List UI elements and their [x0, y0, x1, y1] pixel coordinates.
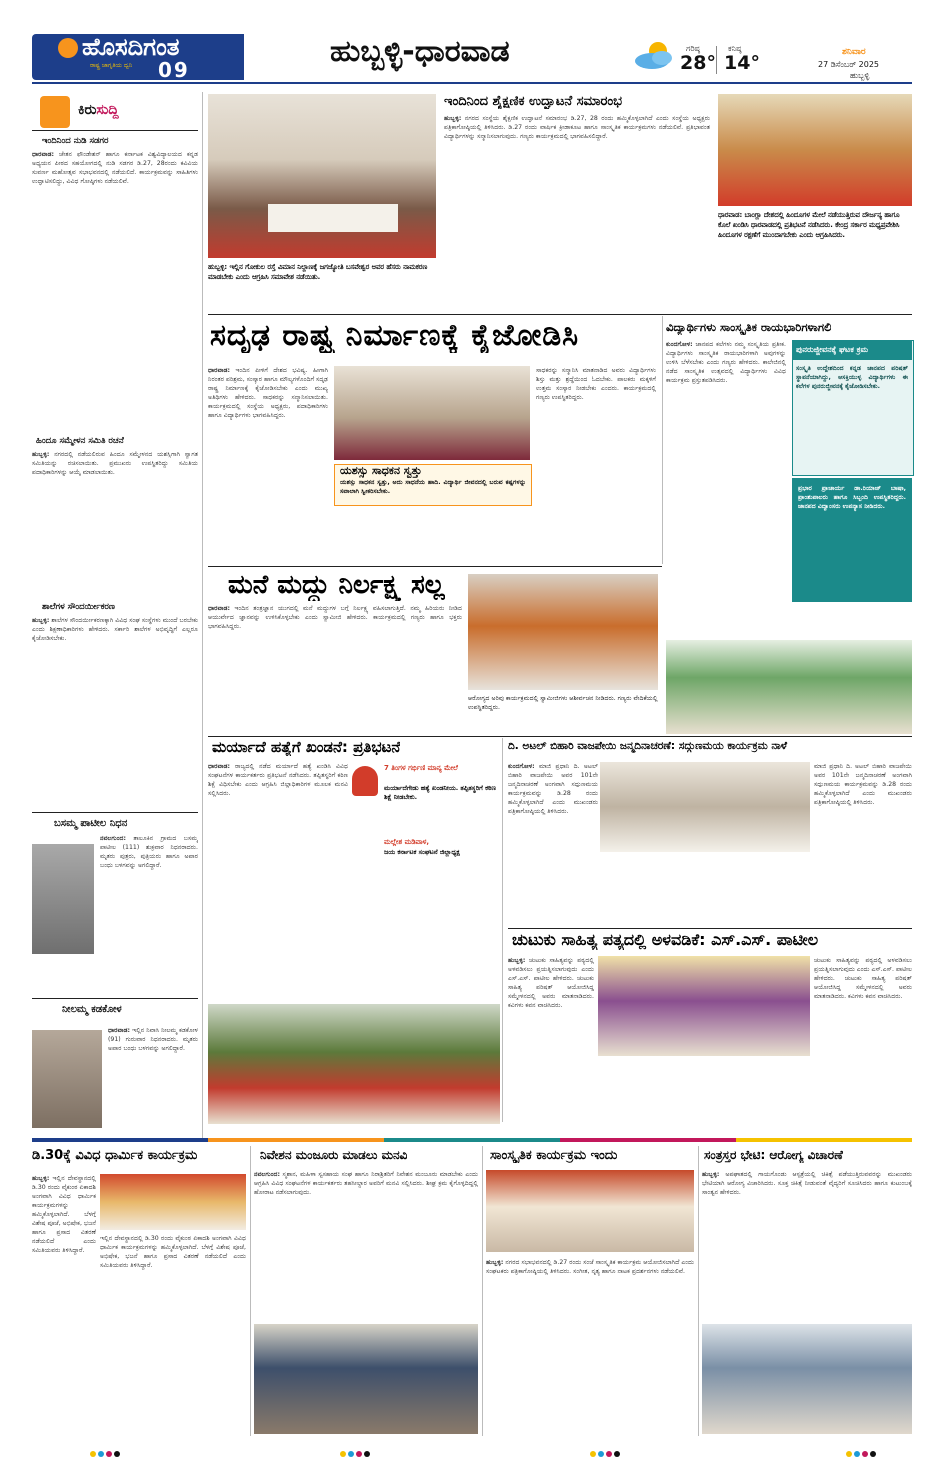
min-temp-label: ಕನಿಷ್ಠ — [728, 44, 742, 53]
mid-main-text: ಇಂದಿನ ಪೀಳಿಗೆ ದೇಶದ ಭವಿಷ್ಯ. ಹೀಗಾಗಿ ನಿರಂತರ ಪರಿಶ್ರಮ, ಸಂಸ್ಕಾರ ಹಾಗೂ ಮೌಲ್ಯಗಳೊಂದಿಗೆ ಸದೃಢ ರಾಷ್ಟ್ರ ನಿರ್ಮಾಣಕ್ಕೆ ಕೈಜೋಡಿಸಬೇಕು ಎಂದು ಮುಖ್ಯ ಅತಿಥಿಗಳು ಹೇಳಿದರು. ಸಾಧಕರನ್ನು ಸನ್ಮಾನಿಸಲಾಯಿತು. ಕಾರ್ಯಕ್ರಮದಲ್ಲಿ ಸಂಸ್ಥೆಯ ಅಧ್ಯಕ್ಷರು, ಪದಾಧಿಕಾರಿಗಳು ಹಾಗೂ ವಿದ್ಯಾರ್ಥಿಗಳು ಭಾಗವಹಿಸಿದ್ದರು. — [208, 367, 328, 419]
kirusuddi-icon — [40, 96, 70, 128]
bottom-story-2 — [254, 1146, 478, 1436]
bottom-3-photo — [486, 1170, 694, 1252]
weather-cloud-icon — [632, 40, 676, 70]
chutuku-dateline: ಹುಬ್ಬಳ್ಳಿ: — [508, 957, 526, 964]
pull-quote-body: ಮರ್ಯಾದೆಗೇಡು ಹತ್ಯೆ ಖಂಡನೀಯ. ತಪ್ಪಿತಸ್ಥರಿಗೆ ಕಠಿಣ ಶಿಕ್ಷೆ ನೀಡಬೇಕು. — [384, 784, 496, 801]
row4-pull-quote — [352, 762, 498, 870]
bottom-2-body — [254, 1170, 478, 1320]
obit-1-head: ಬಸಮ್ಮ ಪಾಟೀಲ ನಿಧನ — [54, 818, 128, 829]
print-register-dots-2 — [340, 1442, 372, 1461]
lower-body — [208, 604, 462, 734]
bottom-3-dateline: ಹುಬ್ಬಳ್ಳಿ: — [486, 1259, 504, 1266]
chutuku-rule — [508, 928, 912, 929]
mid-main-dateline: ಧಾರವಾಡ: — [208, 367, 231, 374]
mid-right-dateline: ಕುಂದಗೋಳ: — [666, 341, 693, 348]
quote-head: ಯಶಸ್ಸು ಸಾಧಕನ ಸ್ವತ್ತು — [340, 464, 422, 477]
chutuku-text: ಚುಟುಕು ಸಾಹಿತ್ಯವನ್ನು ಪಠ್ಯದಲ್ಲಿ ಅಳವಡಿಸಲು ಪ್ರಯತ್ನಿಸಲಾಗುವುದು ಎಂದು ಎಸ್.ಎಸ್. ಪಾಟೀಲ ಹೇಳಿದರು. ಚುಟುಕು ಸಾಹಿತ್ಯ ಪರಿಷತ್ ಆಯೋಜಿಸಿದ್ದ ಸಮ್ಮೇಳನದಲ್ಲಿ ಅವರು ಮಾತನಾಡಿದರು. ಕವಿಗಳು ಕವನ ವಾಚಿಸಿದರು. — [508, 957, 594, 1009]
pull-quote-lead: 7 ತಿಂಗಳ ಗರ್ಭಿಣಿ ಮಾನ್ಯ ಮೇಲೆ — [384, 764, 458, 772]
mid-teal-box-body: ಸಂಸ್ಕೃತಿ ಉದ್ದೇಶದಿಂದ ಕನ್ನಡ ಜಾನಪದ ಪರಿಷತ್ ಸ್ಥಾಪನೆಯಾಗಿದ್ದು, ಆಸಕ್ತಿಯುಳ್ಳ ವಿದ್ಯಾರ್ಥಿಗಳು ಈ ಕಲೆಗಳ ಪುನರುಜ್ಜೀವನಕ್ಕೆ ಕೈಜೋಡಿಸಬೇಕು. — [796, 365, 908, 390]
bottom-4-body — [702, 1170, 912, 1320]
row4-left-body — [208, 762, 348, 1002]
mid-row-rule — [208, 566, 662, 567]
kiru-item-1-text: ಚೇತನ ಫೌಂಡೇಶನ್ ಹಾಗೂ ಕರ್ನಾಟಕ ವಿಶ್ವವಿದ್ಯಾಲಯದ ಕನ್ನಡ ಅಧ್ಯಯನ ಪೀಠದ ಸಹಯೋಗದಲ್ಲಿ ನುಡಿ ಸಡಗರ ಡಿ.27, 28ರಂದು ಕವಿವಿಯ ಸುವರ್ಣ ಮಹೋತ್ಸವ ಸಭಾಭವನದಲ್ಲಿ ನಡೆಯಲಿದೆ. ಕಾರ್ಯಕ್ರಮವನ್ನು ಸಾಹಿತಿಗಳು ಉದ್ಘಾಟಿಸಲಿದ್ದು, ವಿವಿಧ ಗೋಷ್ಠಿಗಳು ನಡೆಯಲಿವೆ. — [32, 151, 198, 185]
bottom-1-text: ಇಲ್ಲಿನ ದೇವಸ್ಥಾನದಲ್ಲಿ ಡಿ.30 ರಂದು ವೈಕುಂಠ ಏಕಾದಶಿ ಅಂಗವಾಗಿ ವಿವಿಧ ಧಾರ್ಮಿಕ ಕಾರ್ಯಕ್ರಮಗಳನ್ನು ಹಮ್ಮಿಕೊಳ್ಳಲಾಗಿದೆ. ಬೆಳಗ್ಗೆ ವಿಶೇಷ ಪೂಜೆ, ಅಭಿಷೇಕ, ಭಜನೆ ಹಾಗೂ ಪ್ರಸಾದ ವಿತರಣೆ ನಡೆಯಲಿದೆ ಎಂದು ಸಮಿತಿಯವರು ತಿಳಿಸಿದ್ದಾರೆ. — [32, 1175, 96, 1254]
kirusuddi-label-b: ಸುದ್ದಿ — [96, 102, 119, 118]
bottom-1-dateline: ಹುಬ್ಬಳ್ಳಿ: — [32, 1175, 50, 1182]
row4-right-body — [508, 762, 598, 922]
bottom-4-text: ಅಪಘಾತದಲ್ಲಿ ಗಾಯಗೊಂಡು ಆಸ್ಪತ್ರೆಯಲ್ಲಿ ಚಿಕಿತ್ಸೆ ಪಡೆಯುತ್ತಿರುವವರನ್ನು ಮುಖಂಡರು ಭೇಟಿಯಾಗಿ ಆರೋಗ್ಯ ವಿಚಾರಿಸಿದರು. ಸೂಕ್ತ ಚಿಕಿತ್ಸೆ ನೀಡುವಂತೆ ವೈದ್ಯರಿಗೆ ಸೂಚಿಸಿದರು ಹಾಗೂ ಕುಟುಂಬಕ್ಕೆ ಸಾಂತ್ವನ ಹೇಳಿದರು. — [702, 1171, 912, 1196]
bottom-divider-1 — [250, 1146, 251, 1436]
top-center-dateline: ಹುಬ್ಬಳ್ಳಿ: — [444, 115, 462, 122]
obit-rule-1 — [32, 812, 198, 813]
mid-teal-box-head: ಪುನರುಜ್ಜೀವನಕ್ಕೆ ಘಟಕ ಕ್ರಮ — [792, 340, 912, 360]
bottom-2-dateline: ನವಲಗುಂದ: — [254, 1171, 280, 1178]
row4-left-head: ಮರ್ಯಾದೆ ಹತ್ಯೆಗೆ ಖಂಡನೆ: ಪ್ರತಿಭಟನೆ — [212, 738, 401, 756]
mid-right-head: ವಿದ್ಯಾರ್ಥಿಗಳು ಸಾಂಸ್ಕೃತಿಕ ರಾಯಭಾರಿಗಳಾಗಲಿ — [666, 320, 832, 334]
bottom-3-head: ಸಾಂಸ್ಕೃತಿಕ ಕಾರ್ಯಕ್ರಮ ಇಂದು — [490, 1148, 618, 1163]
bottom-4-head: ಸಂತ್ರಸ್ತರ ಭೇಟಿ: ಆರೋಗ್ಯ ವಿಚಾರಣೆ — [704, 1148, 843, 1162]
print-register-dots-1 — [90, 1442, 122, 1461]
kirusuddi-label — [78, 102, 119, 118]
kirusuddi-column — [32, 92, 198, 1142]
top-left-caption: ಹುಬ್ಬಳ್ಳಿ: ಇಲ್ಲಿನ ಗೋಕುಲ ರಸ್ತೆ ವಿಮಾನ ನಿಲ್ದಾಣಕ್ಕೆ ಜಗಜ್ಯೋತಿ ಬಸವೇಶ್ವರ ಅವರ ಹೆಸರು ನಾಮಕರಣ ಮಾಡಬೇಕು ಎಂದು ಆಗ್ರಹಿಸಿ ಸಮಾವೇಶ ನಡೆಯಿತು. — [208, 263, 428, 281]
logo-emblem-icon — [58, 38, 78, 58]
quote-body: ಯಶಸ್ಸು ಸಾಧಕನ ಸ್ವತ್ತು, ಅದು ಸಾಧನೆಯ ಹಾದಿ. ವಿದ್ಯಾರ್ಥಿ ಜೀವನದಲ್ಲಿ ಬರುವ ಕಷ್ಟಗಳನ್ನು ಸವಾಲಾಗಿ ಸ್ವೀಕರಿಸಬೇಕು. — [340, 479, 526, 495]
chutuku-body — [508, 956, 594, 1122]
obit-1-text: ತಾಲೂಕಿನ ಗ್ರಾಮದ ಬಸಮ್ಮ ಪಾಟೀಲ (111) ಶುಕ್ರವಾರ ನಿಧನರಾದರು. ಮೃತರು ಪುತ್ರರು, ಪುತ್ರಿಯರು ಹಾಗೂ ಅಪಾರ ಬಂಧು ಬಳಗವನ್ನು ಅಗಲಿದ್ದಾರೆ. — [100, 835, 198, 869]
kiru-item-3-head: ಶಾಲೆಗಳ ಸೌಂದರ್ಯೀಕರಣ — [42, 602, 115, 612]
kiru-item-2-dateline: ಹುಬ್ಬಳ್ಳಿ: — [32, 451, 50, 458]
masthead-underline — [32, 82, 912, 84]
obit-1-body — [100, 834, 198, 984]
row4-left-text: ರಾಜ್ಯದಲ್ಲಿ ನಡೆದ ಮರ್ಯಾದೆ ಹತ್ಯೆ ಖಂಡಿಸಿ ವಿವಿಧ ಸಂಘಟನೆಗಳ ಕಾರ್ಯಕರ್ತರು ಪ್ರತಿಭಟನೆ ನಡೆಸಿದರು. ತಪ್ಪಿತಸ್ಥರಿಗೆ ಕಠಿಣ ಶಿಕ್ಷೆ ವಿಧಿಸಬೇಕು ಎಂದು ಆಗ್ರಹಿಸಿ ಜಿಲ್ಲಾಧಿಕಾರಿಗಳ ಮೂಲಕ ಮನವಿ ಸಲ್ಲಿಸಿದರು. — [208, 763, 348, 797]
pull-quote-name: ಮಲ್ಲೇಶ ಮಡಿವಾಳ, — [384, 838, 430, 846]
row4-right-extra: ಮಾಜಿ ಪ್ರಧಾನಿ ದಿ. ಅಟಲ್ ಬಿಹಾರಿ ವಾಜಪೇಯಿ ಅವರ 101ನೇ ಜನ್ಮದಿನಾಚರಣೆ ಅಂಗವಾಗಿ ಸದ್ಗುಣಮಯ ಕಾರ್ಯಕ್ರಮವನ್ನು ಡಿ.28 ರಂದು ಹಮ್ಮಿಕೊಳ್ಳಲಾಗಿದೆ ಎಂದು ಮುಖಂಡರು ಪತ್ರಿಕಾಗೋಷ್ಠಿಯಲ್ಲಿ ತಿಳಿಸಿದರು. — [814, 763, 912, 806]
mid-right-group-photo — [666, 640, 912, 734]
paper-name: ಹೊಸದಿಗಂತ — [82, 33, 180, 61]
mid-col-divider — [662, 316, 663, 564]
top-right-photo — [718, 94, 912, 206]
bottom-1-head: ಡಿ.30ಕ್ಕೆ ವಿವಿಧ ಧಾರ್ಮಿಕ ಕಾರ್ಯಕ್ರಮ — [32, 1148, 198, 1163]
obit-2-head: ನೀಲಮ್ಮ ಕಡಕೋಳ — [62, 1004, 122, 1015]
kiru-item-2-text: ನಗರದಲ್ಲಿ ನಡೆಯಲಿರುವ ಹಿಂದೂ ಸಮ್ಮೇಳನದ ಯಶಸ್ಸಿಗಾಗಿ ಸ್ವಾಗತ ಸಮಿತಿಯನ್ನು ರಚಿಸಲಾಯಿತು. ಪ್ರಮುಖರು ಉಪಸ್ಥಿತರಿದ್ದು ಸಮಿತಿಯ ಪದಾಧಿಕಾರಿಗಳನ್ನು ಆಯ್ಕೆ ಮಾಡಲಾಯಿತು. — [32, 451, 198, 476]
obit-1-dateline: ನವಲಗುಂದ: — [100, 835, 126, 842]
left-col-divider — [202, 92, 203, 1142]
obit-rule-2 — [32, 998, 198, 999]
obit-2-photo — [32, 1030, 102, 1128]
issue-date: 27 ಡಿಸೆಂಬರ್ 2025 — [818, 60, 880, 69]
section-color-band — [32, 1138, 912, 1142]
chutuku-photo — [598, 956, 810, 1056]
top-row-rule — [208, 314, 912, 315]
kiru-item-1-dateline: ಧಾರವಾಡ: — [32, 151, 55, 158]
mid-right-body — [666, 340, 786, 636]
bottom-2-photo — [254, 1324, 478, 1434]
bottom-story-3 — [486, 1146, 694, 1436]
obit-1-photo — [32, 844, 94, 954]
page-number: 09 — [158, 58, 190, 82]
mid-teal-box-2-body: ಪ್ರಭಾರ ಪ್ರಾಚಾರ್ಯ ಡಾ.ರಿಯಾಜ್ ಬಾಷಾ, ಪ್ರಾಂಶುಪಾಲರು ಹಾಗೂ ಸಿಬ್ಬಂದಿ ಉಪಸ್ಥಿತರಿದ್ದರು. ಜಾನಪದ ವಿದ್ವಾಂಸರು ಉಪನ್ಯಾಸ ನೀಡಿದರು. — [798, 485, 906, 510]
paper-tagline: ರಾಷ್ಟ್ರ ಜಾಗೃತಿಯ ದ್ವನಿ — [90, 62, 133, 69]
pull-quote-role: ಜಯ ಕರ್ನಾಟಕ ಸಂಘಟನೆ ಜಿಲ್ಲಾಧ್ಯಕ್ಷ — [384, 848, 460, 856]
print-register-dots-4 — [846, 1442, 878, 1461]
bottom-3-body — [486, 1258, 694, 1434]
row4-press-photo — [600, 762, 810, 852]
bottom-divider-2 — [482, 1146, 483, 1436]
bottom-divider-3 — [698, 1146, 699, 1436]
mid-col2-body: ಸಾಧಕರನ್ನು ಸನ್ಮಾನಿಸಿ ಮಾತನಾಡಿದ ಅವರು ವಿದ್ಯಾರ್ಥಿಗಳು ಶಿಸ್ತು ಮತ್ತು ಶ್ರದ್ಧೆಯಿಂದ ಓದಬೇಕು. ಪಾಲಕರು ಮಕ್ಕಳಿಗೆ ಉತ್ತಮ ಸಂಸ್ಕಾರ ನೀಡಬೇಕು ಎಂದರು. ಕಾರ್ಯಕ್ರಮದಲ್ಲಿ ಗಣ್ಯರು ಉಪಸ್ಥಿತರಿದ್ದರು. — [536, 367, 656, 401]
bottom-1-body-2: ಇಲ್ಲಿನ ದೇವಸ್ಥಾನದಲ್ಲಿ ಡಿ.30 ರಂದು ವೈಕುಂಠ ಏಕಾದಶಿ ಅಂಗವಾಗಿ ವಿವಿಧ ಧಾರ್ಮಿಕ ಕಾರ್ಯಕ್ರಮಗಳನ್ನು ಹಮ್ಮಿಕೊಳ್ಳಲಾಗಿದೆ. ಬೆಳಗ್ಗೆ ವಿಶೇಷ ಪೂಜೆ, ಅಭಿಷೇಕ, ಭಜನೆ ಹಾಗೂ ಪ್ರಸಾದ ವಿತರಣೆ ನಡೆಯಲಿದೆ ಎಂದು ಸಮಿತಿಯವರು ತಿಳಿಸಿದ್ದಾರೆ. — [100, 1235, 246, 1269]
lower-stage-photo — [468, 574, 658, 690]
kiru-item-2-head: ಹಿಂದೂ ಸಮ್ಮೇಳನ ಸಮಿತಿ ರಚನೆ — [36, 436, 124, 446]
bottom-1-body — [32, 1174, 96, 1436]
kiru-item-2-body — [32, 450, 198, 590]
bottom-story-1 — [32, 1146, 246, 1436]
pull-quote-icon — [352, 766, 378, 796]
row4-left-dateline: ಧಾರವಾಡ: — [208, 763, 231, 770]
max-temp-label: ಗರಿಷ್ಠ — [686, 44, 700, 53]
issue-place: ಹುಬ್ಬಳ್ಳಿ — [850, 71, 870, 80]
row4-right-dateline: ಕುಂದಗೋಳ: — [508, 763, 535, 770]
top-right-caption: ಧಾರವಾಡ: ಬಾಂಗ್ಲಾ ದೇಶದಲ್ಲಿ ಹಿಂದೂಗಳ ಮೇಲೆ ನಡೆಯುತ್ತಿರುವ ದೌರ್ಜನ್ಯ ಹಾಗೂ ಕೊಲೆ ಖಂಡಿಸಿ ಧಾರವಾಡದಲ್ಲಿ ಪ್ರತಿಭಟನೆ ನಡೆಸಿದರು. ಕೇಂದ್ರ ಸರ್ಕಾರ ಮಧ್ಯಪ್ರವೇಶಿಸಿ ಹಿಂದೂಗಳ ರಕ್ಷಣೆಗೆ ಮುಂದಾಗಬೇಕು ಎಂದು ಆಗ್ರಹಿಸಿದರು. — [718, 211, 900, 239]
row4-protest-photo — [208, 1004, 500, 1124]
top-left-photo — [208, 94, 436, 258]
bottom-2-head: ನಿವೇಶನ ಮಂಜೂರು ಮಾಡಲು ಮನವಿ — [260, 1148, 408, 1162]
row4-right-text: ಮಾಜಿ ಪ್ರಧಾನಿ ದಿ. ಅಟಲ್ ಬಿಹಾರಿ ವಾಜಪೇಯಿ ಅವರ 101ನೇ ಜನ್ಮದಿನಾಚರಣೆ ಅಂಗವಾಗಿ ಸದ್ಗುಣಮಯ ಕಾರ್ಯಕ್ರಮವನ್ನು ಡಿ.28 ರಂದು ಹಮ್ಮಿಕೊಳ್ಳಲಾಗಿದೆ ಎಂದು ಮುಖಂಡರು ಪತ್ರಿಕಾಗೋಷ್ಠಿಯಲ್ಲಿ ತಿಳಿಸಿದರು. — [508, 763, 598, 815]
bottom-2-text: ಸ್ಮಶಾನ, ಮಹಿಳಾ ಸ್ವಸಹಾಯ ಸಂಘ ಹಾಗೂ ನಿರಾಶ್ರಿತರಿಗೆ ನಿವೇಶನ ಮಂಜೂರು ಮಾಡಬೇಕು ಎಂದು ಆಗ್ರಹಿಸಿ ವಿವಿಧ ಸಂಘಟನೆಗಳ ಕಾರ್ಯಕರ್ತರು ತಹಸೀಲ್ದಾರ ಅವರಿಗೆ ಮನವಿ ಸಲ್ಲಿಸಿದರು. ಶೀಘ್ರ ಕ್ರಮ ಕೈಗೊಳ್ಳದಿದ್ದಲ್ಲಿ ಹೋರಾಟ ನಡೆಸಲಾಗುವುದು. — [254, 1171, 478, 1196]
chutuku-extra: ಚುಟುಕು ಸಾಹಿತ್ಯವನ್ನು ಪಠ್ಯದಲ್ಲಿ ಅಳವಡಿಸಲು ಪ್ರಯತ್ನಿಸಲಾಗುವುದು ಎಂದು ಎಸ್.ಎಸ್. ಪಾಟೀಲ ಹೇಳಿದರು. ಚುಟುಕು ಸಾಹಿತ್ಯ ಪರಿಷತ್ ಆಯೋಜಿಸಿದ್ದ ಸಮ್ಮೇಳನದಲ್ಲಿ ಅವರು ಮಾತನಾಡಿದರು. ಕವಿಗಳು ಕವನ ವಾಚಿಸಿದರು. — [814, 957, 912, 1000]
lower-text: ಇಂದಿನ ತಂತ್ರಜ್ಞಾನ ಯುಗದಲ್ಲಿ ಮನೆ ಮದ್ದುಗಳ ಬಗ್ಗೆ ನಿರ್ಲಕ್ಷ್ಯ ವಹಿಸಲಾಗುತ್ತಿದೆ. ನಮ್ಮ ಹಿರಿಯರು ನೀಡಿದ ಆಯುರ್ವೇದ ಜ್ಞಾನವನ್ನು ಉಳಿಸಿಕೊಳ್ಳಬೇಕು ಎಂದು ಸ್ವಾಮೀಜಿ ಹೇಳಿದರು. ಕಾರ್ಯಕ್ರಮದಲ್ಲಿ ಗಣ್ಯರು ಹಾಗೂ ಭಕ್ತರು ಭಾಗವಹಿಸಿದ್ದರು. — [208, 605, 462, 630]
mid-col1-body — [208, 366, 328, 564]
bottom-3-text: ನಗರದ ಸಭಾಭವನದಲ್ಲಿ ಡಿ.27 ರಂದು ಸಂಜೆ ಸಾಂಸ್ಕೃತಿಕ ಕಾರ್ಯಕ್ರಮ ಆಯೋಜಿಸಲಾಗಿದೆ ಎಂದು ಸಂಘಟಕರು ಪತ್ರಿಕಾಗೋಷ್ಠಿಯಲ್ಲಿ ತಿಳಿಸಿದರು. ಸಂಗೀತ, ನೃತ್ಯ ಹಾಗೂ ನಾಟಕ ಪ್ರದರ್ಶನಗಳು ನಡೆಯಲಿವೆ. — [486, 1259, 694, 1275]
temp-divider — [716, 46, 717, 74]
min-temp: 14° — [724, 52, 760, 74]
bottom-story-4 — [702, 1146, 912, 1436]
lower-dateline: ಧಾರವಾಡ: — [208, 605, 231, 612]
top-center-head: ಇಂದಿನಿಂದ ಶೈಕ್ಷಣಿಕ ಉದ್ಘಾಟನೆ ಸಮಾರಂಭ — [444, 94, 623, 109]
kiru-item-1-head: ಇಂದಿನಿಂದ ನುಡಿ ಸಡಗರ — [42, 136, 109, 146]
top-center-body — [444, 114, 710, 324]
mid-main-head: ಸದೃಢ ರಾಷ್ಟ್ರ ನಿರ್ಮಾಣಕ್ಕೆ ಕೈಜೋಡಿಸಿ — [210, 318, 580, 353]
row4-right-head: ದಿ. ಅಟಲ್ ಬಿಹಾರಿ ವಾಜಪೇಯಿ ಜನ್ಮದಿನಾಚರಣೆ: ಸದ್ಗುಣಮಯ ಕಾರ್ಯಕ್ರಮ ನಾಳೆ — [508, 740, 788, 752]
obit-2-body — [108, 1026, 198, 1126]
banner-shape — [268, 204, 398, 232]
edition-title: ಹುಬ್ಬಳ್ಳಿ-ಧಾರವಾಡ — [330, 34, 510, 69]
lower-head: ಮನೆ ಮದ್ದು ನಿರ್ಲಕ್ಷ್ಯ ಸಲ್ಲ — [228, 570, 445, 600]
mid-stage-photo — [334, 366, 530, 460]
row4-divider — [502, 738, 503, 1122]
bottom-4-dateline: ಹುಬ್ಬಳ್ಳಿ: — [702, 1171, 720, 1178]
kiru-item-1-body — [32, 150, 198, 360]
obit-2-text: ಇಲ್ಲಿನ ನಿವಾಸಿ ನೀಲಮ್ಮ ಕಡಕೋಳ (91) ಗುರುವಾರ ನಿಧನರಾದರು. ಮೃತರು ಅಪಾರ ಬಂಧು ಬಳಗವನ್ನು ಅಗಲಿದ್ದಾರೆ. — [108, 1027, 198, 1052]
lower-row-rule — [208, 736, 912, 737]
masthead — [0, 0, 945, 90]
kirusuddi-rule — [32, 130, 198, 131]
day-name: ಶನಿವಾರ — [842, 47, 866, 57]
print-register-dots-3 — [590, 1442, 622, 1461]
kirusuddi-label-a: ಕಿರು — [78, 102, 97, 118]
bottom-1-photo — [100, 1174, 246, 1230]
obit-2-dateline: ಧಾರವಾಡ: — [108, 1027, 131, 1034]
kiru-item-3-text: ಶಾಲೆಗಳ ಸೌಂದರ್ಯೀಕರಣಕ್ಕಾಗಿ ವಿವಿಧ ಸಂಘ ಸಂಸ್ಥೆಗಳು ಮುಂದೆ ಬರಬೇಕು ಎಂದು ಶಿಕ್ಷಣಾಧಿಕಾರಿಗಳು ಹೇಳಿದರು. ಸರ್ಕಾರಿ ಶಾಲೆಗಳ ಅಭಿವೃದ್ಧಿಗೆ ಎಲ್ಲರೂ ಕೈಜೋಡಿಸಬೇಕು. — [32, 617, 198, 642]
lower-caption: ಆರೋಗ್ಯದ ಅರಿವು ಕಾರ್ಯಕ್ರಮದಲ್ಲಿ ಸ್ವಾಮೀಜಿಗಳು ಆಶೀರ್ವಚನ ನೀಡಿದರು. ಗಣ್ಯರು ವೇದಿಕೆಯಲ್ಲಿ ಉಪಸ್ಥಿತರಿದ್ದರು. — [468, 695, 658, 711]
mid-right-text: ಜಾನಪದ ಕಲೆಗಳು ನಮ್ಮ ಸಂಸ್ಕೃತಿಯ ಪ್ರತೀಕ. ವಿದ್ಯಾರ್ಥಿಗಳು ಸಾಂಸ್ಕೃತಿಕ ರಾಯಭಾರಿಗಳಾಗಿ ಅವುಗಳನ್ನು ಉಳಿಸಿ ಬೆಳೆಸಬೇಕು ಎಂದು ಗಣ್ಯರು ಹೇಳಿದರು. ಕಾಲೇಜಿನಲ್ಲಿ ನಡೆದ ಸಾಂಸ್ಕೃತಿಕ ಉತ್ಸವದಲ್ಲಿ ವಿದ್ಯಾರ್ಥಿಗಳು ವಿವಿಧ ಕಾರ್ಯಕ್ರಮ ಪ್ರಸ್ತುತಪಡಿಸಿದರು. — [666, 341, 786, 384]
kiru-item-3-dateline: ಹುಬ್ಬಳ್ಳಿ: — [32, 617, 50, 624]
top-center-text: ನಗರದ ಸಂಸ್ಥೆಯ ಶೈಕ್ಷಣಿಕ ಉದ್ಘಾಟನೆ ಸಮಾರಂಭ ಡಿ.27, 28 ರಂದು ಹಮ್ಮಿಕೊಳ್ಳಲಾಗಿದೆ ಎಂದು ಸಂಸ್ಥೆಯ ಅಧ್ಯಕ್ಷರು ಪತ್ರಿಕಾಗೋಷ್ಠಿಯಲ್ಲಿ ತಿಳಿಸಿದರು. ಡಿ.27 ರಂದು ವಾರ್ಷಿಕ ಕ್ರೀಡಾಕೂಟ ಹಾಗೂ ಸಾಂಸ್ಕೃತಿಕ ಕಾರ್ಯಕ್ರಮಗಳು ನಡೆಯಲಿವೆ. ಪ್ರತಿಭಾವಂತ ವಿದ್ಯಾರ್ಥಿಗಳನ್ನು ಸನ್ಮಾನಿಸಲಾಗುವುದು. ಗಣ್ಯರು ಕಾರ್ಯಕ್ರಮದಲ್ಲಿ ಭಾಗವಹಿಸಲಿದ್ದಾರೆ. — [444, 115, 710, 140]
chutuku-head: ಚುಟುಕು ಸಾಹಿತ್ಯ ಪತ್ಯದಲ್ಲಿ ಅಳವಡಿಕೆ: ಎಸ್.ಎಸ್. ಪಾಟೀಲ — [512, 930, 819, 949]
bottom-4-photo — [702, 1324, 912, 1434]
max-temp: 28° — [680, 52, 716, 74]
kiru-item-3-body — [32, 616, 198, 826]
